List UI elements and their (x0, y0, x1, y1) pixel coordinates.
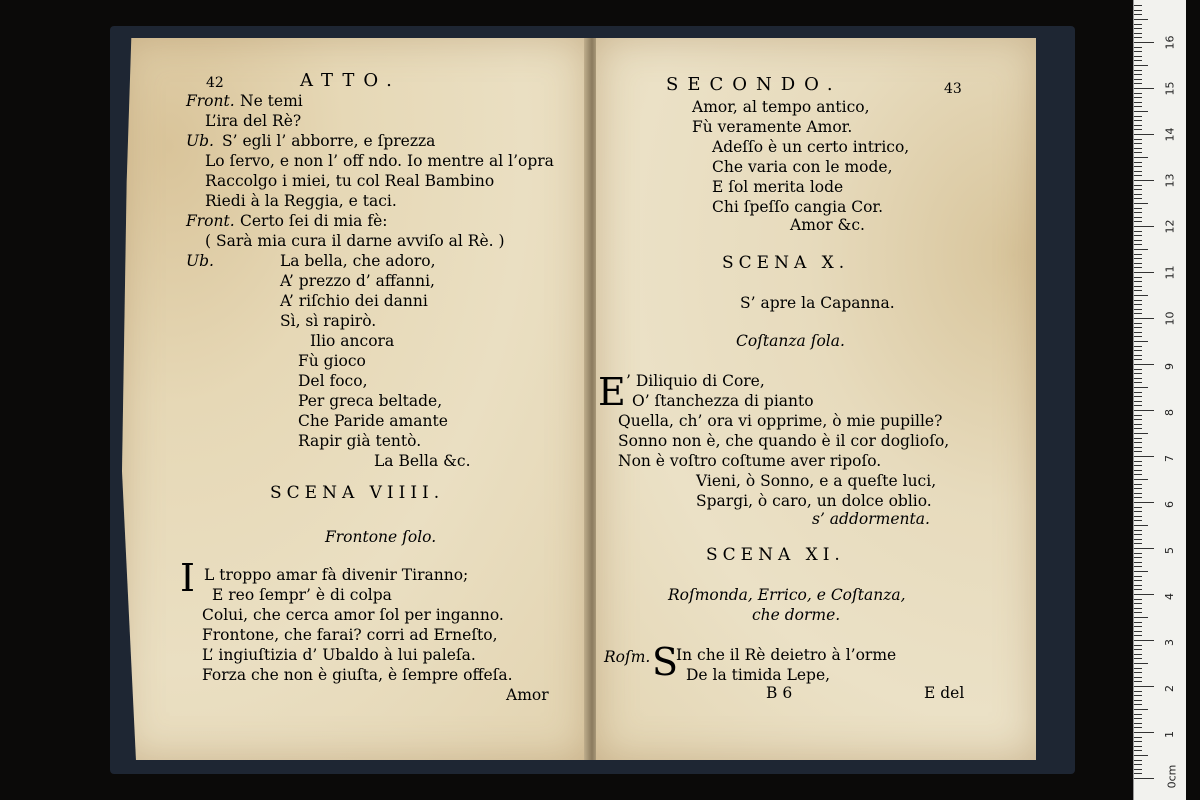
ruler-tick (1134, 741, 1142, 742)
ruler-tick (1134, 668, 1142, 669)
ruler-tick (1134, 424, 1142, 425)
text-line: Del foco, (298, 372, 368, 390)
ruler-tick (1134, 19, 1148, 20)
ruler-tick (1134, 226, 1154, 227)
ruler-tick (1134, 631, 1142, 632)
ruler-number: 1 (1163, 731, 1176, 738)
ruler-tick (1134, 60, 1142, 61)
ruler-number: 16 (1163, 35, 1177, 50)
speaker-label: Roſm. (604, 648, 651, 666)
ruler-tick (1134, 171, 1142, 172)
ruler-number: 9 (1163, 363, 1176, 370)
verse-line: Vieni, ò Sonno, e a queſte luci, (696, 472, 937, 490)
verse-line: ’ Diliquio di Core, (626, 372, 765, 390)
ruler-tick (1134, 373, 1142, 374)
ruler-tick (1134, 24, 1142, 25)
ruler-tick (1134, 300, 1142, 301)
ruler-tick (1134, 576, 1142, 577)
text-line: Amor &c. (790, 216, 865, 234)
ruler-tick (1134, 277, 1142, 278)
ruler-number: 15 (1163, 81, 1177, 96)
ruler-tick (1134, 392, 1142, 393)
ruler-tick (1134, 70, 1142, 71)
ruler-tick (1134, 88, 1154, 89)
ruler-tick (1134, 557, 1142, 558)
ruler-tick (1134, 102, 1142, 103)
ruler-tick (1134, 534, 1142, 535)
ruler-tick (1134, 612, 1142, 613)
ruler-tick (1134, 465, 1142, 466)
scene-cast: che dorme. (752, 606, 841, 624)
left-page-number: 42 (206, 75, 224, 91)
ruler-number: 7 (1163, 455, 1176, 462)
ruler-tick (1134, 217, 1142, 218)
ruler-tick (1134, 516, 1142, 517)
ruler-tick (1134, 281, 1142, 282)
ruler-tick (1134, 189, 1142, 190)
ruler-tick (1134, 28, 1142, 29)
verse-line: In che il Rè deietro à l’orme (676, 646, 897, 664)
ruler-tick (1134, 654, 1142, 655)
ruler-tick (1134, 502, 1154, 503)
ruler-tick (1134, 493, 1142, 494)
ruler-tick (1134, 488, 1142, 489)
catchword: E del (924, 684, 965, 702)
ruler-tick (1134, 5, 1142, 6)
ruler-tick (1134, 42, 1154, 43)
ruler-tick (1134, 148, 1142, 149)
text-line: La bella, che adoro, (280, 252, 436, 270)
text-line: Riedi à la Reggia, e taci. (205, 192, 397, 210)
verse-line: E reo ſempr’ è di colpa (212, 586, 392, 604)
verse-line: L’ ingiuſtizia d’ Ubaldo à lui paleſa. (202, 646, 476, 664)
ruler-tick (1134, 111, 1148, 112)
ruler-tick (1134, 120, 1142, 121)
ruler-tick (1134, 718, 1142, 719)
ruler-tick (1134, 704, 1142, 705)
ruler-tick (1134, 33, 1142, 34)
ruler-tick (1134, 658, 1142, 659)
ruler-tick (1134, 79, 1142, 80)
ruler-tick (1134, 359, 1142, 360)
text-line: Rapir già tentò. (298, 432, 422, 450)
ruler-tick (1134, 194, 1142, 195)
ruler-tick (1134, 290, 1142, 291)
ruler-tick (1134, 134, 1154, 135)
ruler-tick (1134, 401, 1142, 402)
ruler-tick (1134, 65, 1148, 66)
ruler-tick (1134, 470, 1142, 471)
ruler-tick (1134, 571, 1148, 572)
text-line: Chi ſpeſſo cangia Cor. (712, 198, 884, 216)
ruler-tick (1134, 304, 1142, 305)
ruler-tick (1134, 323, 1142, 324)
ruler-tick (1134, 14, 1142, 15)
ruler-tick (1134, 56, 1142, 57)
ruler-tick (1134, 497, 1142, 498)
ruler-tick (1134, 295, 1148, 296)
ruler-tick (1134, 433, 1148, 434)
ruler-tick (1134, 415, 1142, 416)
ruler-tick (1134, 175, 1142, 176)
text-line: Che Paride amante (298, 412, 448, 430)
ruler-tick (1134, 166, 1142, 167)
catchword: Amor (506, 686, 549, 704)
text-line: Fù veramente Amor. (692, 118, 853, 136)
right-running-head: SECONDO. (666, 74, 842, 95)
ruler-tick (1134, 332, 1142, 333)
ruler-tick (1134, 525, 1148, 526)
ruler-tick (1134, 438, 1142, 439)
ruler-tick (1134, 764, 1142, 765)
verse-line: O’ ſtanchezza di pianto (632, 392, 814, 410)
ruler-tick (1134, 566, 1142, 567)
text-line: E ſol merita lode (712, 178, 844, 196)
ruler-number: 5 (1163, 547, 1176, 554)
ruler-tick (1134, 511, 1142, 512)
speaker-label: Ub. (186, 252, 214, 270)
ruler-number: 4 (1163, 593, 1176, 600)
ruler-tick (1134, 645, 1142, 646)
text-line: Ilio ancora (310, 332, 395, 350)
ruler-tick (1134, 530, 1142, 531)
text-line: L’ira del Rè? (205, 112, 302, 130)
verse-line: L troppo amar fà divenir Tiranno; (204, 566, 469, 584)
drop-cap: S (652, 640, 679, 684)
ruler-tick (1134, 240, 1142, 241)
stage-aside: s’ addormenta. (812, 510, 930, 528)
ruler-number: 10 (1163, 311, 1177, 326)
ruler-tick (1134, 231, 1142, 232)
ruler-tick (1134, 396, 1142, 397)
ruler-tick (1134, 456, 1154, 457)
scene-heading: SCENA XI. (706, 545, 845, 565)
right-page-number: 43 (944, 81, 962, 97)
ruler-tick (1134, 691, 1142, 692)
ruler-tick (1134, 410, 1154, 411)
ruler-tick (1134, 686, 1154, 687)
text-line: Fù gioco (298, 352, 366, 370)
ruler-tick (1134, 74, 1142, 75)
ruler-tick (1134, 341, 1148, 342)
ruler-tick (1134, 37, 1142, 38)
verse-line: Sonno non è, che quando è il cor doglioſo, (618, 432, 950, 450)
ruler-tick (1134, 235, 1142, 236)
ruler-tick (1134, 746, 1142, 747)
ruler-tick (1134, 750, 1142, 751)
ruler-number: 3 (1163, 639, 1176, 646)
stage-direction: S’ apre la Capanna. (740, 294, 895, 312)
ruler-tick (1134, 677, 1142, 678)
ruler-tick (1134, 162, 1142, 163)
ruler-tick (1134, 249, 1148, 250)
text-line: Adeſſo è un certo intrico, (712, 138, 910, 156)
ruler-tick (1134, 286, 1142, 287)
verse-line: Spargi, ò caro, un dolce oblio. (696, 492, 932, 510)
ruler-tick (1134, 152, 1142, 153)
scene-heading: SCENA X. (722, 253, 850, 273)
ruler-tick (1134, 737, 1142, 738)
ruler-tick (1134, 309, 1142, 310)
verse-line: Frontone, che farai? corri ad Erneſto, (202, 626, 498, 644)
text-line: Amor, al tempo antico, (692, 98, 870, 116)
ruler-unit-label: 0cm (1165, 764, 1179, 789)
ruler-tick (1134, 10, 1142, 11)
verse-line: Colui, che cerca amor ſol per inganno. (202, 606, 504, 624)
ruler-tick (1134, 157, 1148, 158)
ruler-tick (1134, 539, 1142, 540)
verse-line: Forza che non è giuſta, è ſempre offeſa. (202, 666, 513, 684)
text-line: Lo ſervo, e non l’ off ndo. Io mentre al l’opra (205, 152, 554, 170)
drop-cap: E (598, 370, 626, 414)
ruler-tick (1134, 727, 1142, 728)
ruler-tick (1134, 773, 1142, 774)
ruler-tick (1134, 769, 1142, 770)
ruler-tick (1134, 405, 1142, 406)
text-line: A’ riſchio dei danni (280, 292, 428, 310)
ruler-tick (1134, 622, 1142, 623)
ruler-tick (1134, 272, 1154, 273)
ruler-tick (1134, 714, 1142, 715)
ruler-tick (1134, 221, 1142, 222)
ruler-tick (1134, 355, 1142, 356)
ruler-tick (1134, 484, 1142, 485)
ruler-number: 8 (1163, 409, 1176, 416)
ruler-tick (1134, 603, 1142, 604)
ruler-tick (1134, 208, 1142, 209)
ruler-tick (1134, 51, 1142, 52)
ruler-tick (1134, 681, 1142, 682)
ruler-tick (1134, 97, 1142, 98)
verse-line: Quella, ch’ ora vi opprime, ò mie pupille? (618, 412, 943, 430)
text-line: Per greca beltade, (298, 392, 443, 410)
ruler-tick (1134, 442, 1142, 443)
text-line: S’ egli l’ abborre, e ſprezza (222, 132, 436, 150)
drop-cap: I (180, 556, 196, 600)
ruler-tick (1134, 267, 1142, 268)
ruler-number: 13 (1163, 173, 1177, 188)
ruler-tick (1134, 369, 1142, 370)
scene-cast: Roſmonda, Errico, e Coſtanza, (668, 586, 906, 604)
ruler-tick (1134, 125, 1142, 126)
ruler-tick (1134, 778, 1154, 779)
ruler-tick (1134, 507, 1142, 508)
ruler-number: 6 (1163, 501, 1176, 508)
ruler-tick (1134, 451, 1142, 452)
ruler-tick (1134, 617, 1148, 618)
text-line: Certo ſei di mia fè: (240, 212, 388, 230)
ruler-tick (1134, 700, 1142, 701)
ruler-tick (1134, 723, 1142, 724)
ruler-tick (1134, 318, 1154, 319)
text-line: Raccolgo i miei, tu col Real Bambino (205, 172, 495, 190)
text-line: A’ prezzo d’ affanni, (280, 272, 435, 290)
ruler-number: 11 (1163, 265, 1177, 280)
ruler-tick (1134, 594, 1154, 595)
ruler-tick (1134, 198, 1142, 199)
ruler-tick (1134, 180, 1154, 181)
ruler-tick (1134, 327, 1142, 328)
ruler-tick (1134, 129, 1142, 130)
signature-mark: B 6 (766, 684, 793, 702)
speaker-label: Front. (186, 212, 235, 230)
ruler-tick (1134, 649, 1142, 650)
ruler-tick (1134, 258, 1142, 259)
ruler-tick (1134, 732, 1154, 733)
text-line: ( Sarà mia cura il darne avviſo al Rè. ) (205, 232, 505, 250)
ruler-tick (1134, 585, 1142, 586)
ruler-tick (1134, 562, 1142, 563)
ruler-tick (1134, 263, 1142, 264)
ruler-tick (1134, 543, 1142, 544)
speaker-label: Front. (186, 92, 235, 110)
scene-cast: Coſtanza ſola. (736, 332, 845, 350)
ruler-tick (1134, 244, 1142, 245)
ruler-tick (1134, 672, 1142, 673)
ruler-tick (1134, 640, 1154, 641)
ruler-tick (1134, 447, 1142, 448)
ruler-tick (1134, 47, 1142, 48)
measurement-ruler (1133, 0, 1186, 800)
ruler-tick (1134, 336, 1142, 337)
ruler-tick (1134, 520, 1142, 521)
ruler-tick (1134, 93, 1142, 94)
ruler-tick (1134, 254, 1142, 255)
text-line: Sì, sì rapirò. (280, 312, 377, 330)
text-line: Ne temi (240, 92, 303, 110)
ruler-number: 2 (1163, 685, 1176, 692)
ruler-tick (1134, 185, 1142, 186)
text-line: Che varia con le mode, (712, 158, 893, 176)
ruler-tick (1134, 203, 1148, 204)
scene-cast: Frontone ſolo. (325, 528, 437, 546)
ruler-tick (1134, 709, 1148, 710)
ruler-tick (1134, 116, 1142, 117)
ruler-tick (1134, 106, 1142, 107)
ruler-tick (1134, 695, 1142, 696)
ruler-tick (1134, 419, 1142, 420)
ruler-tick (1134, 382, 1142, 383)
ruler-tick (1134, 755, 1148, 756)
scene-heading: SCENA VIIII. (270, 483, 445, 503)
ruler-tick (1134, 548, 1154, 549)
ruler-tick (1134, 364, 1154, 365)
ruler-tick (1134, 599, 1142, 600)
speaker-label: Ub. (186, 132, 214, 150)
ruler-tick (1134, 580, 1142, 581)
ruler-tick (1134, 635, 1142, 636)
text-line: La Bella &c. (374, 452, 471, 470)
verse-line: De la timida Lepe, (686, 666, 831, 684)
ruler-tick (1134, 474, 1142, 475)
ruler-tick (1134, 387, 1148, 388)
ruler-tick (1134, 608, 1142, 609)
verse-line: Non è voſtro coſtume aver ripoſo. (618, 452, 882, 470)
ruler-tick (1134, 626, 1142, 627)
left-running-head: ATTO. (300, 70, 401, 91)
ruler-tick (1134, 479, 1148, 480)
ruler-tick (1134, 346, 1142, 347)
ruler-tick (1134, 139, 1142, 140)
ruler-number: 14 (1163, 127, 1177, 142)
ruler-tick (1134, 553, 1142, 554)
ruler-tick (1134, 212, 1142, 213)
ruler-tick (1134, 313, 1142, 314)
ruler-tick (1134, 143, 1142, 144)
ruler-tick (1134, 83, 1142, 84)
ruler-tick (1134, 461, 1142, 462)
ruler-tick (1134, 663, 1148, 664)
ruler-tick (1134, 350, 1142, 351)
ruler-tick (1134, 589, 1142, 590)
ruler-number: 12 (1163, 219, 1177, 234)
ruler-tick (1134, 378, 1142, 379)
ruler-tick (1134, 428, 1142, 429)
ruler-tick (1134, 760, 1142, 761)
